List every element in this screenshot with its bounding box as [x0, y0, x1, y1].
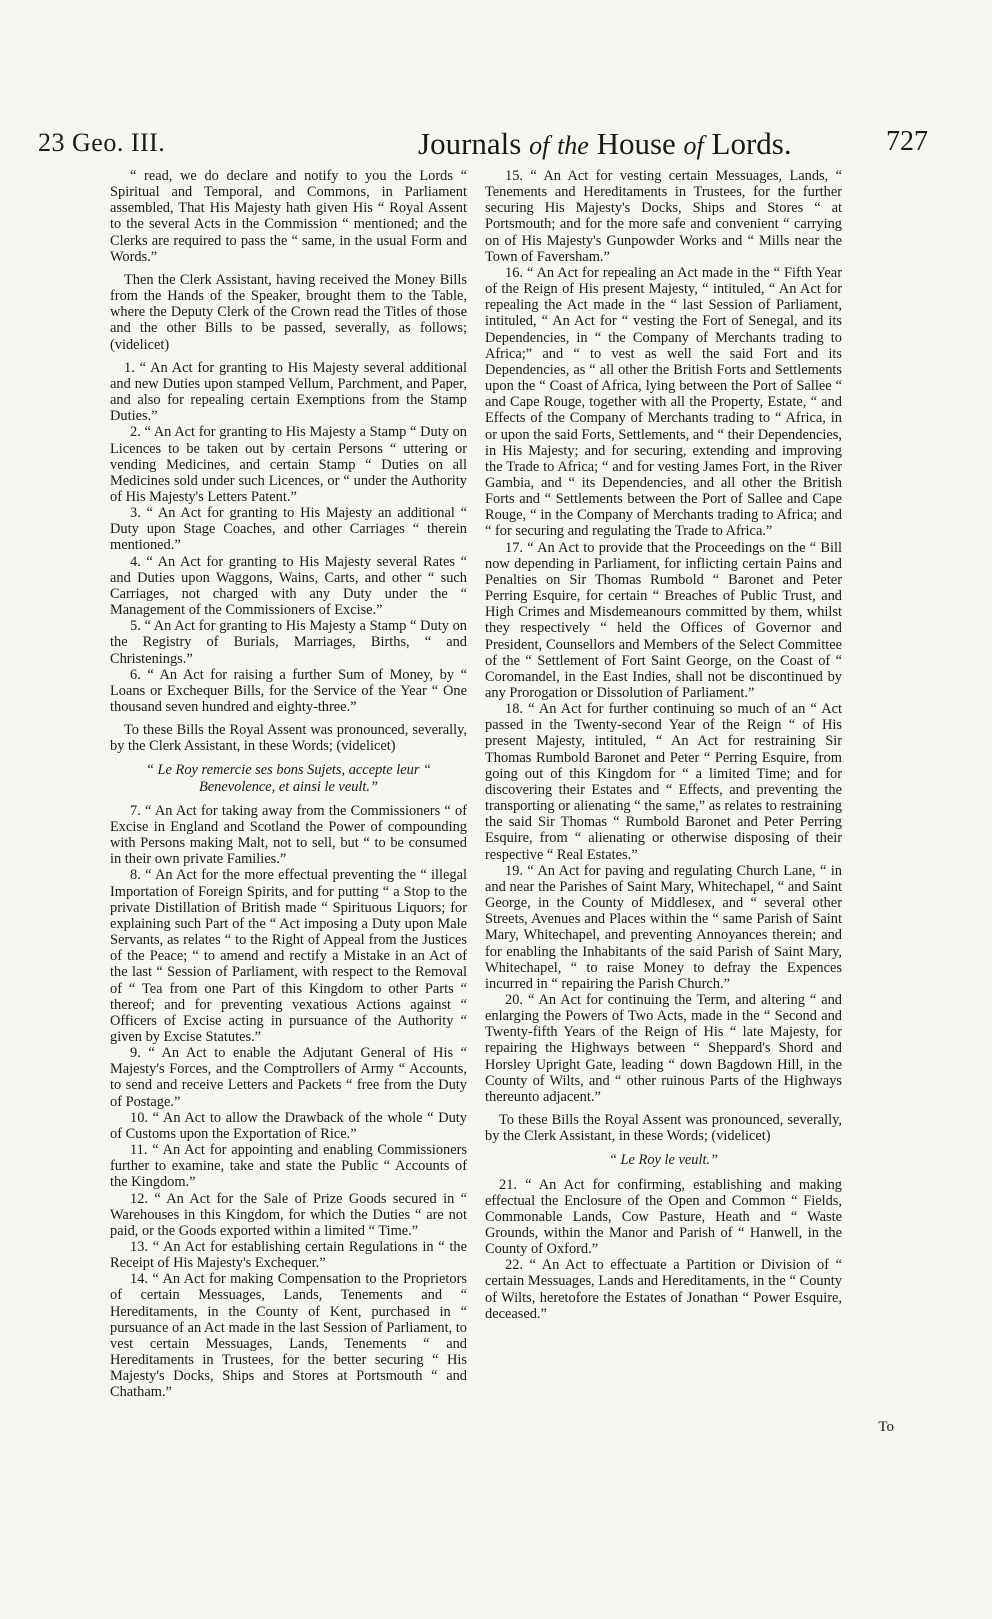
paragraph: 20. “ An Act for continuing the Term, and altering “ and enlarging the Powers of Two Acts, made in the “ Second and Twenty-fifth Years of the Reign of His “ late Majesty, for repairing the Highways between “ Sheppard's Shord and Horsley Upright Gate, leading “ down Bagdown Hill, in the County of Wilts, and “ other ruinous Parts of the Highways thereunto adjacent.”	[485, 991, 842, 1105]
right-column	[485, 168, 842, 1322]
regnal-year: 23 Geo. III.	[38, 128, 166, 157]
paragraph: 22. “ An Act to effectuate a Partition or Division of “ certain Messuages, Lands and Hereditaments, in the “ County of Wilts, heretofore the Estates of Jonathan “ Power Esquire, deceased.”	[485, 1257, 842, 1322]
paragraph: 5. “ An Act for granting to His Majesty a Stamp “ Duty on the Registry of Burials, Marriages, Births, “ and Christenings.”	[110, 618, 467, 667]
paragraph: To these Bills the Royal Assent was pronounced, severally, by the Clerk Assistant, in these Words; (videlicet)	[110, 722, 467, 755]
paragraph: 15. “ An Act for vesting certain Messuages, Lands, “ Tenements and Hereditaments in Trustees, for the further securing His Majesty's Docks, Ships and Stores “ at Portsmouth; and for the more safe and convenient “ carrying on of His Majesty's Gunpowder Works and “ Mills near the Town of Faversham.”	[485, 168, 842, 265]
paragraph: 17. “ An Act to provide that the Proceedings on the “ Bill now depending in Parliament, for inflicting certain Pains and Penalties on Sir Thomas Rumbold “ Baronet and Peter Perring Esquire, for certain “ Breaches of Public Trust, and High Crimes and Misdemeanours committed by them, whilst they respectively “ held the Offices of Governor and President, Counsellors and Members of the Select Committee of the “ Settlement of Fort Saint George, on the Coast of “ Coromandel, in the East Indies, shall not be discontinued by any Prorogation or Dissolution of Parliament.”	[485, 539, 842, 701]
paragraph: 7. “ An Act for taking away from the Commissioners “ of Excise in England and Scotland the Power of compounding with Persons making Malt, not to sell, but “ to be consumed in their own private Families.”	[110, 802, 467, 868]
paragraph: 4. “ An Act for granting to His Majesty several Rates “ and Duties upon Waggons, Wains, Carts, and other “ such Carriages, not charged with any Duty under the “ Management of the Commissioners of Excise.”	[110, 553, 467, 619]
paragraph: 6. “ An Act for raising a further Sum of Money, by “ Loans or Exchequer Bills, for the Service of the Year “ One thousand seven hundred and eighty-three.”	[110, 666, 467, 715]
paragraph: “ Le Roy remercie ses bons Sujets, accepte leur “ Benevolence, et ainsi le veult.”	[145, 762, 432, 795]
paragraph: 13. “ An Act for establishing certain Regulations in “ the Receipt of His Majesty's Exchequer.”	[110, 1239, 467, 1272]
paragraph: “ read, we do declare and notify to you the Lords “ Spiritual and Temporal, and Commons, in Parliament assembled, That His Majesty hath given His “ Royal Assent to the several Acts in the Commission “ mentioned; and the Clerks are required to pass the “ same, in the usual Form and Words.”	[110, 168, 467, 265]
journal-title: Journals of the House of Lords.	[418, 126, 792, 161]
paragraph: 11. “ An Act for appointing and enabling Commissioners further to examine, take and state the Public “ Accounts of the Kingdom.”	[110, 1142, 467, 1191]
page-header	[38, 126, 928, 168]
paragraph: 14. “ An Act for making Compensation to the Proprietors of certain Messuages, Lands, Tenements and “ Hereditaments, in the County of Kent, purchased in “ pursuance of an Act made in the last Session of Parliament, to vest certain Messuages, Lands, Tenements “ and Hereditaments in Trustees, for the better securing “ His Majesty's Docks, Ships and Stores at Portsmouth “ and Chatham.”	[110, 1271, 467, 1401]
catchword: To	[878, 1419, 894, 1435]
paragraph: 19. “ An Act for paving and regulating Church Lane, “ in and near the Parishes of Saint Mary, Whitechapel, “ and Saint George, in the County of Middlesex, and “ several other Streets, Avenues and Places within the “ same Parish of Saint Mary, Whitechapel, and preventing Annoyances therein; and for enabling the Inhabitants of the said Parish of Saint Mary, Whitechapel, “ to raise Money to defray the Expences incurred in “ repairing the Parish Church.”	[485, 862, 842, 992]
paragraph: 12. “ An Act for the Sale of Prize Goods secured in “ Warehouses in this Kingdom, for which the Duties “ are not paid, or the Goods exported within a limited “ Time.”	[110, 1190, 467, 1239]
page-number: 727	[886, 126, 928, 157]
paragraph: 21. “ An Act for confirming, establishing and making effectual the Enclosure of the Open and Common “ Fields, Commonable Lands, Cow Pasture, Heath and “ Waste Grounds, within the Manor and Parish of “ Hanwell, in the County of Oxford.”	[485, 1176, 842, 1258]
left-column	[110, 168, 467, 1401]
paragraph: 10. “ An Act to allow the Drawback of the whole “ Duty of Customs upon the Exportation of Rice.”	[110, 1109, 467, 1142]
paragraph: 2. “ An Act for granting to His Majesty a Stamp “ Duty on Licences to be taken out by certain Persons “ uttering or vending Medicines, and certain Stamp “ Duties on all Medicines sold under such Licences, or “ under the Authority of His Majesty's Letters Patent.”	[110, 424, 467, 505]
paragraph: “ Le Roy le veult.”	[608, 1152, 719, 1169]
paragraph: 8. “ An Act for the more effectual preventing the “ illegal Importation of Foreign Spirits, and for putting “ a Stop to the private Distillation of British made “ Spirituous Liquors; for explaining such Part of the “ Act imposing a Duty upon Male Servants, as relates “ to the Right of Appeal from the Justices of the Peace; “ to amend and rectify a Mistake in an Act of the last “ Session of Parliament, with respect to the Removal of “ Tea from one Part of this Kingdom to other Parts “ thereof; and for preventing vexatious Actions against “ Officers of Excise acting in pursuance of the Authority “ given by Excise Statutes.”	[110, 867, 467, 1045]
paragraph: Then the Clerk Assistant, having received the Money Bills from the Hands of the Speaker, brought them to the Table, where the Deputy Clerk of the Crown read the Titles of those and the other Bills to be passed, severally, as follows; (videlicet)	[110, 271, 467, 353]
paragraph: 18. “ An Act for further continuing so much of an “ Act passed in the Twenty-second Year of the Reign “ of His present Majesty, intituled, “ An Act for restraining Sir Thomas Rumbold Baronet and Peter “ Perring Esquire, from going out of this Kingdom for “ a limited Time; and for discovering their Estates and “ Effects, and preventing the transporting or alienating “ the same,” as relates to restraining the said Sir Thomas “ Rumbold Baronet and Peter Perring Esquire, from “ alienating or otherwise disposing of their respective “ Real Estates.”	[485, 701, 842, 863]
paragraph: To these Bills the Royal Assent was pronounced, severally, by the Clerk Assistant, in these Words; (videlicet)	[485, 1112, 842, 1145]
paragraph: 16. “ An Act for repealing an Act made in the “ Fifth Year of the Reign of His present Majesty, “ intituled, “ An Act for repealing the Act made in the “ last Session of Parliament, intituled, “ An Act for “ vesting the Fort of Senegal, and its Dependencies, in “ the Company of Merchants trading to Africa;” and “ to vest as well the said Fort and its Dependencies, as “ all other the British Forts and Settlements upon the “ Coast of Africa, lying between the Port of Sallee “ and Cape Rouge, together with all the Property, Estate, “ and Effects of the Company of Merchants trading to “ Africa, in or upon the said Forts, Settlements, and “ their Dependencies, in His Majesty; and for securing, extending and improving the Trade to Africa; “ and for vesting James Fort, in the River Gambia, and “ its Dependencies, and all other the British Forts and “ Settlements between the Port of Sallee and Cape Rouge, “ in the Company of Merchants trading to Africa; and “ for securing and regulating the Trade to Africa.”	[485, 264, 842, 540]
paragraph: 9. “ An Act to enable the Adjutant General of His “ Majesty's Forces, and the Comptrollers of Army “ Accounts, to send and receive Letters and Packets “ free from the Duty of Postage.”	[110, 1045, 467, 1110]
paragraph: 3. “ An Act for granting to His Majesty an additional “ Duty upon Stage Coaches, and other Carriages “ therein mentioned.”	[110, 505, 467, 554]
paragraph: 1. “ An Act for granting to His Majesty several additional and new Duties upon stamped Vellum, Parchment, and Paper, and also for repealing certain Exemptions from the Stamp Duties.”	[110, 359, 467, 425]
